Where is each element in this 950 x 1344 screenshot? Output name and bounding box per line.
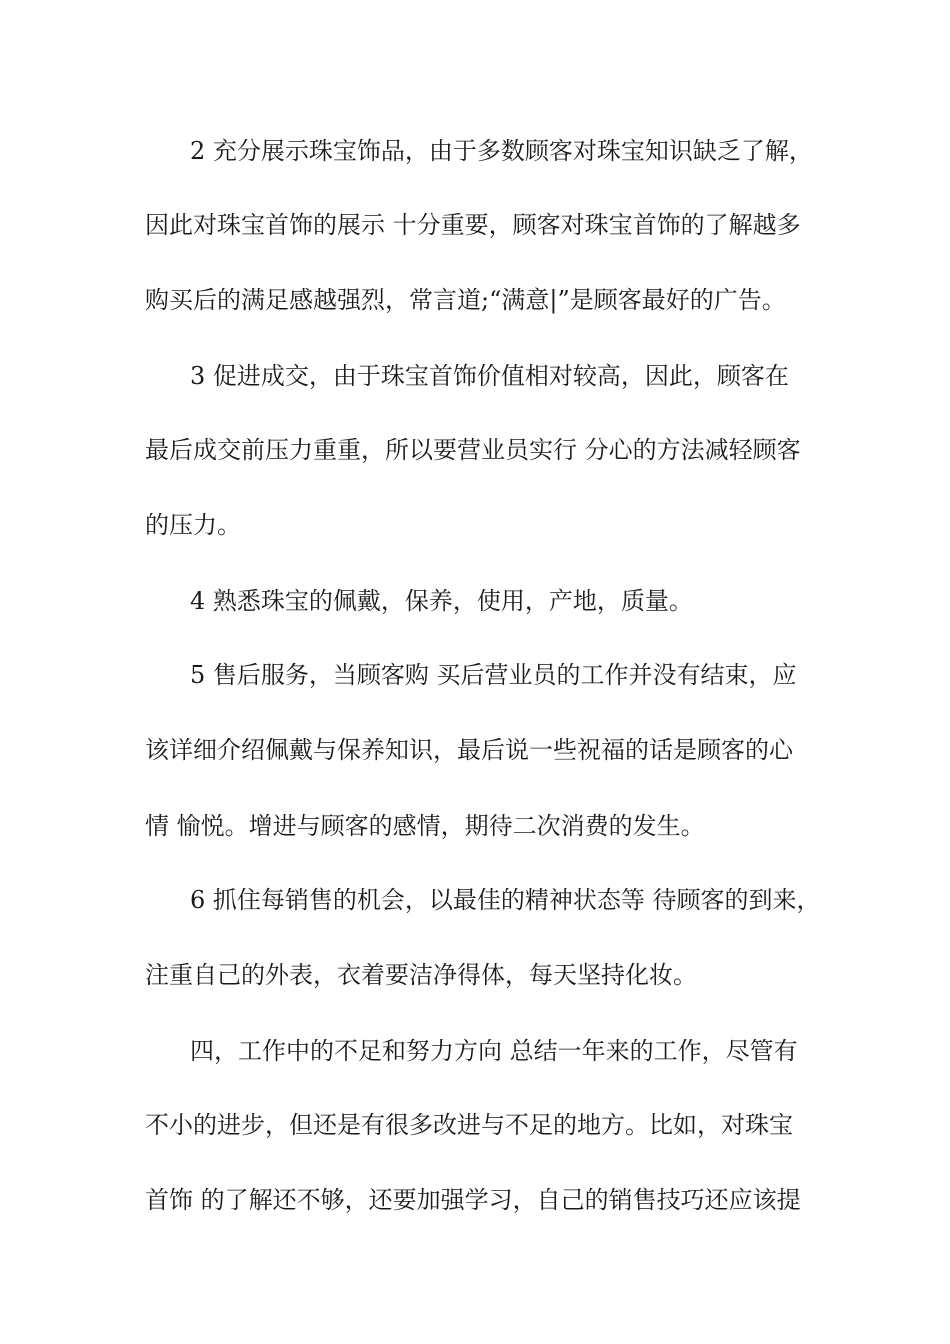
text-line: 购买后的满足感越强烈，常言道;“满意|”是顾客最好的广告。 [145, 286, 786, 314]
text-line: 该详细介绍佩戴与保养知识，最后说一些祝福的话是顾客的心 [145, 736, 793, 764]
text-line: 5 售后服务，当顾客购 买后营业员的工作并没有结束，应 [190, 661, 797, 689]
text-line: 四，工作中的不足和努力方向 总结一年来的工作，尽管有 [190, 1037, 798, 1065]
text-line: 情 愉悦。增进与顾客的感情，期待二次消费的发生。 [145, 812, 705, 840]
text-line: 首饰 的了解还不够，还要加强学习，自己的销售技巧还应该提 [145, 1186, 801, 1214]
text-line: 2 充分展示珠宝饰品，由于多数顾客对珠宝知识缺乏了解， [190, 137, 813, 165]
text-line: 因此对珠宝首饰的展示 十分重要，顾客对珠宝首饰的了解越多 [145, 211, 801, 239]
text-line: 3 促进成交，由于珠宝首饰价值相对较高，因此，顾客在 [190, 362, 789, 390]
text-line: 注重自己的外表，衣着要洁净得体，每天坚持化妆。 [145, 961, 697, 989]
text-line: 6 抓住每销售的机会，以最佳的精神状态等 待顾客的到来， [190, 886, 821, 914]
text-line: 不小的进步，但还是有很多改进与不足的地方。比如，对珠宝 [145, 1111, 793, 1139]
text-line: 的压力。 [145, 511, 241, 539]
text-line: 4 熟悉珠宝的佩戴，保养，使用，产地，质量。 [190, 587, 693, 615]
text-line: 最后成交前压力重重，所以要营业员实行 分心的方法减轻顾客 [145, 436, 801, 464]
